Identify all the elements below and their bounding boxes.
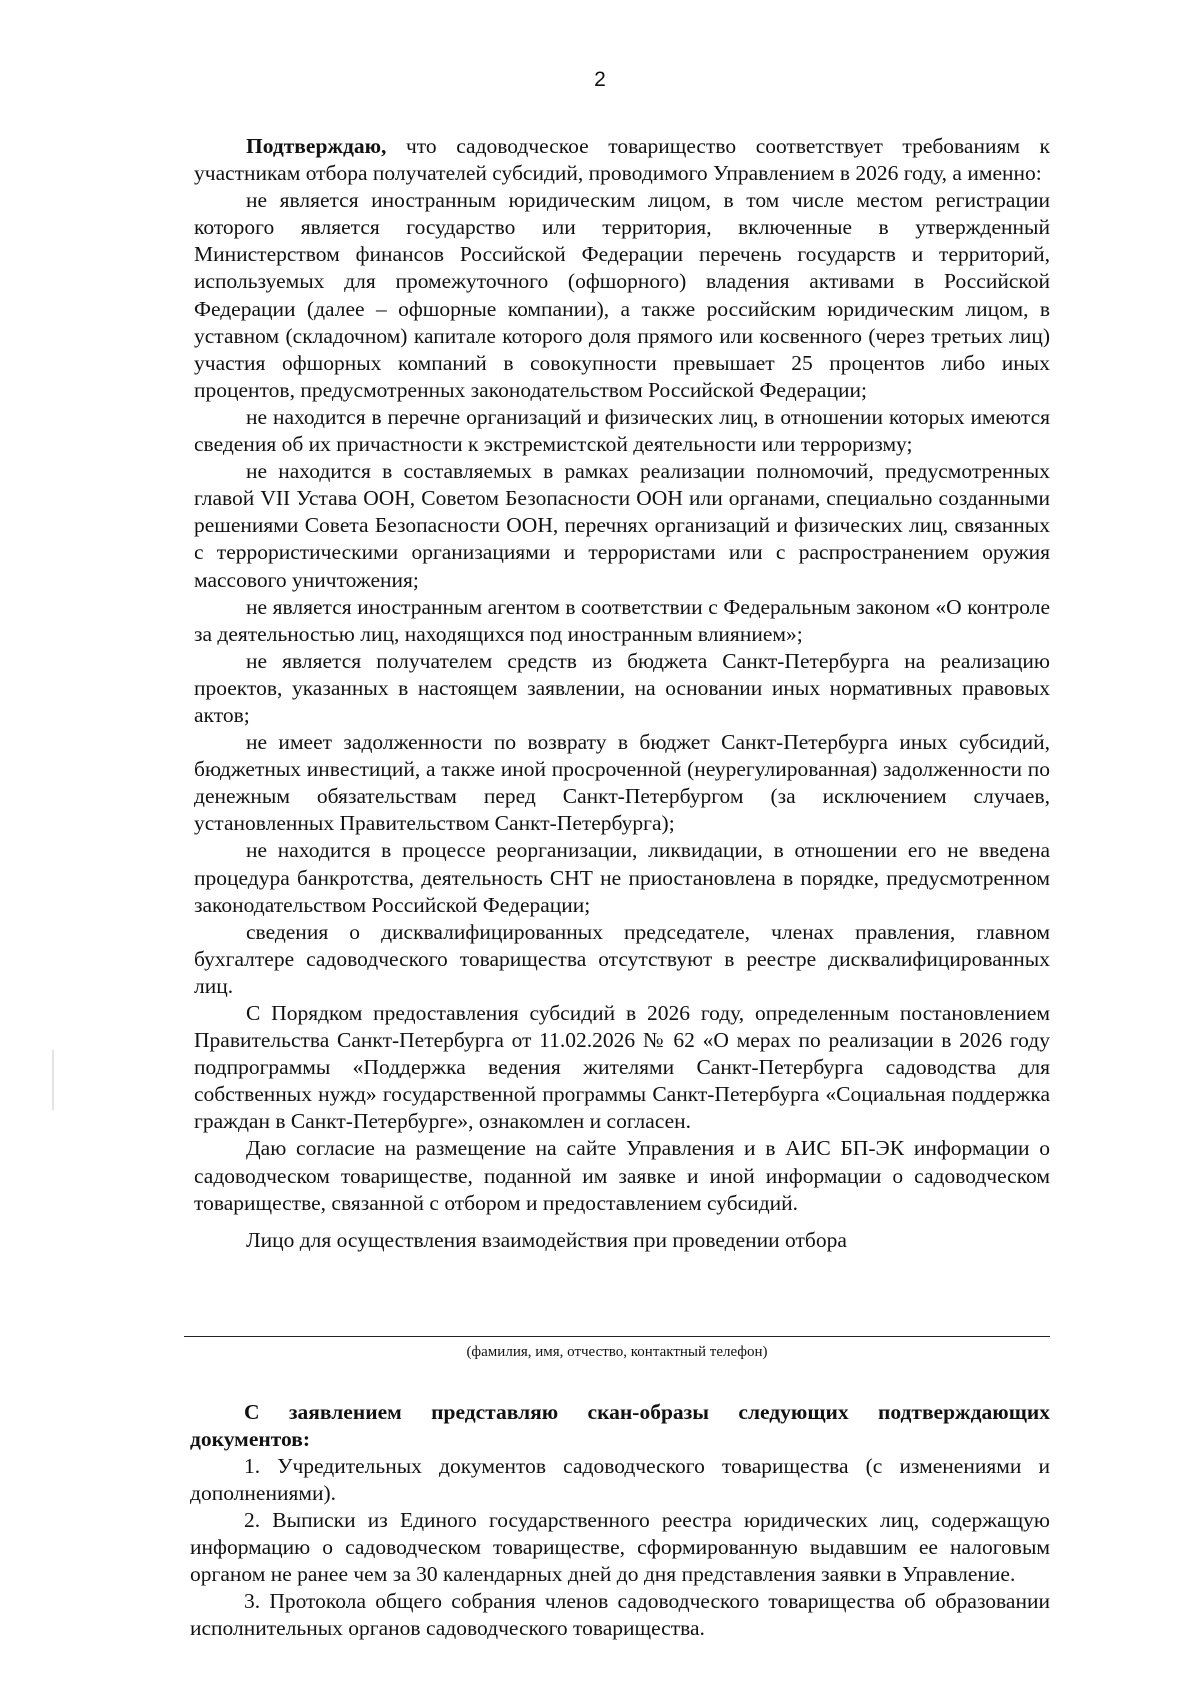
requirement-item: не находится в перечне организаций и физических лиц, в отношении которых имеются сведения об их причастности к экстремистской деятельности или терроризму; [194,404,1050,457]
requirement-item: не является получателем средств из бюджета Санкт-Петербурга на реализацию проектов, указанных в настоящем заявлении, на основании иных нормативных правовых актов; [194,648,1050,727]
page-number: 2 [594,68,606,91]
confirmation-paragraph [194,133,1050,187]
requirement-item: не находится в составляемых в рамках реализации полномочий, предусмотренных главой VII Устава ООН, Советом Безопасности ООН или органами, специально созданными решениями Совета Безопасности ООН, перечнях организаций и физических лиц, связанных с террористическими организациями и террористами или с распространением оружия массового уничтожения; [194,459,1050,592]
confirmation-body [194,133,1050,1217]
contact-person-label: Лицо для осуществления взаимодействия при проведении отбора [246,1228,847,1252]
attachments-section [190,1399,1050,1642]
confirmation-lead: Подтверждаю, [246,134,387,158]
requirement-item: не имеет задолженности по возврату в бюджет Санкт-Петербурга иных субсидий, бюджетных инвестиций, а также иной просроченной (неурегулированная) задолженности по денежным обязательствам перед Санкт-Петербургом (за исключением случаев, установленных Правительством Санкт-Петербурга); [194,730,1050,836]
requirement-item: не является иностранным юридическим лицом, в том числе местом регистрации которого является государство или территория, включенные в утвержденный Министерством финансов Российской Федерации перечень государств и территорий, используемых для промежуточного (офшорного) владения активами в Российской Федерации (далее – офшорные компании), а также российским юридическим лицом, в уставном (складочном) капитале которого доля прямого или косвенного (через третьих лиц) участия офшорных компаний в совокупности превышает 25 процентов либо иных процентов, предусмотренных законодательством Российской Федерации; [194,188,1050,402]
requirement-item: сведения о дисквалифицированных председателе, членах правления, главном бухгалтере садоводческого товарищества отсутствуют в реестре дисквалифицированных лиц. [194,919,1050,998]
signature-caption: (фамилия, имя, отчество, контактный телефон) [466,1344,768,1360]
attachment-item: 1. Учредительных документов садоводческого товарищества (с изменениями и дополнениями). [190,1454,1050,1505]
confirmation-text: что садоводческое товарищество соответствует требованиям к участникам отбора получателей субсидий, проводимого Управлением в 2026 году, а именно: [194,134,1050,186]
scan-margin-mark [52,1050,54,1110]
attachment-item: 2. Выписки из Единого государственного реестра юридических лиц, содержащую информацию о садоводческом товариществе, сформированную выдавшим ее налоговым органом не ранее чем за 30 календарных дней до дня представления заявки в Управление. [190,1508,1050,1586]
requirement-item: не является иностранным агентом в соответствии с Федеральным законом «О контроле за деятельностью лиц, находящихся под иностранным влиянием»; [194,594,1050,646]
consent-paragraph: Даю согласие на размещение на сайте Управления и в АИС БП-ЭК информации о садоводческом товариществе, поданной им заявке и иной информации о садоводческом товариществе, связанной с отбором и предоставлением субсидий. [194,1136,1050,1215]
signature-line [184,1336,1050,1337]
attachments-heading: С заявлением представляю скан-образы следующих подтверждающих документов: [190,1400,1050,1451]
procedure-paragraph: С Порядком предоставления субсидий в 2026 году, определенным постановлением Правительства Санкт-Петербурга от 11.02.2026 № 62 «О мерах по реализации в 2026 году подпрограммы «Поддержка ведения жителями Санкт-Петербурга садоводства для собственных нужд» государственной программы Санкт-Петербурга «Социальная поддержка граждан в Санкт-Петербурге», ознакомлен и согласен. [194,1001,1050,1134]
requirement-item: не находится в процессе реорганизации, ликвидации, в отношении его не введена процедура банкротства, деятельность СНТ не приостановлена в порядке, предусмотренном законодательством Российской Федерации; [194,838,1050,917]
attachment-item: 3. Протокола общего собрания членов садоводческого товарищества об образовании исполнительных органов садоводческого товарищества. [190,1589,1050,1640]
